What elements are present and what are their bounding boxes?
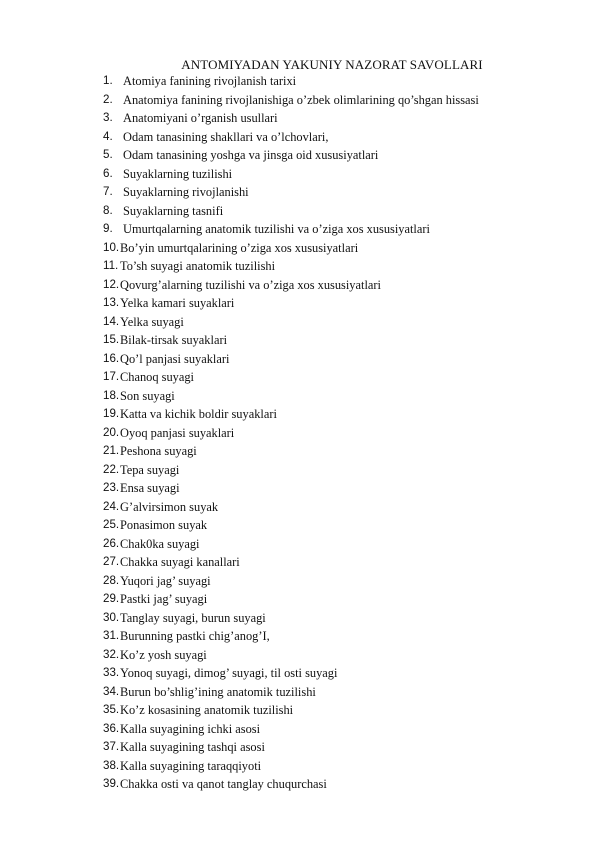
question-text: Burunning pastki chig’anog’I, [120,629,270,643]
question-number: 25. [103,518,120,531]
list-item [103,701,573,720]
list-item [103,183,573,202]
question-text: Bo’yin umurtqalarining o’ziga xos xususiyatlari [120,240,359,255]
question-number: 23. [103,481,120,494]
question-number: 1. [103,74,113,87]
question-text: Tepa suyagi [120,462,180,477]
question-number: 30. [103,610,120,624]
list-item [103,313,573,332]
list-item [103,128,573,147]
question-text: Ko’z yosh suyagi [120,647,207,662]
question-text: Ensa suyagi [120,481,180,495]
question-text: Suyaklarning tuzilishi [123,166,233,181]
question-number: 36. [103,721,120,735]
question-number: 2. [103,92,113,106]
list-item [103,387,573,406]
question-number: 32. [103,647,120,661]
list-item [103,257,573,276]
list-item [103,516,573,535]
question-text: Kalla suyagining tashqi asosi [120,740,265,754]
list-item [103,720,573,739]
question-text: Peshona suyagi [120,444,197,458]
question-text: Yuqori jag’ suyagi [120,573,211,588]
question-number: 31. [103,629,120,642]
question-text: Anatomiya fanining rivojlanishiga o’zbek olimlarining qo’shgan hissasi [123,92,479,107]
list-item [103,220,573,239]
list-item [103,775,573,794]
question-text: Oyoq panjasi suyaklari [120,425,235,440]
question-number: 37. [103,740,120,753]
question-text: Kalla suyagining ichki asosi [120,721,261,736]
question-text: Suyaklarning rivojlanishi [123,185,249,199]
question-number: 8. [103,203,113,217]
question-text: Suyaklarning tasnifi [123,203,224,218]
list-item [103,276,573,295]
question-number: 10. [103,240,120,254]
list-item [103,72,573,91]
question-text: Son suyagi [120,388,175,403]
question-text: To’sh suyagi anatomik tuzilishi [120,259,276,273]
question-number: 3. [103,111,113,124]
list-item [103,664,573,683]
list-item [103,368,573,387]
question-text: Bilak-tirsak suyaklari [120,333,228,347]
list-item [103,609,573,628]
question-text: Yelka kamari suyaklari [120,296,235,310]
question-number: 11. [103,259,119,272]
list-item [103,405,573,424]
question-number: 7. [103,185,113,198]
question-number: 34. [103,684,120,698]
question-text: Chak0ka suyagi [120,536,200,551]
question-number: 33. [103,666,120,679]
question-number: 5. [103,148,113,161]
list-item [103,294,573,313]
question-number: 22. [103,462,120,476]
question-text: Odam tanasining shakllari va o’lchovlari, [123,129,329,144]
question-text: Katta va kichik boldir suyaklari [120,407,277,421]
question-number: 26. [103,536,120,550]
list-item [103,683,573,702]
question-number: 16. [103,351,120,365]
question-number: 17. [103,370,120,383]
list-item [103,202,573,221]
question-text: Umurtqalarning anatomik tuzilishi va o’ziga xos xususiyatlari [123,222,430,236]
question-text: Tanglay suyagi, burun suyagi [120,610,266,625]
question-text: Kalla suyagining taraqqiyoti [120,758,262,773]
question-text: Ko’z kosasining anatomik tuzilishi [120,703,294,717]
list-item [103,424,573,443]
question-number: 9. [103,222,113,235]
list-item [103,757,573,776]
list-item [103,146,573,165]
list-item [103,442,573,461]
question-text: Odam tanasining yoshga va jinsga oid xususiyatlari [123,148,379,162]
question-number: 29. [103,592,120,605]
document-title: ANTOMIYADAN YAKUNIY NAZORAT SAVOLLARI [181,57,483,72]
list-item [103,738,573,757]
list-item [103,239,573,258]
list-item [103,572,573,591]
question-number: 27. [103,555,120,568]
list-item [103,553,573,572]
list-item [103,331,573,350]
question-number: 28. [103,573,120,587]
question-text: Qo’l panjasi suyaklari [120,351,230,366]
question-text: Qovurg’alarning tuzilishi va o’ziga xos xususiyatlari [120,277,381,292]
question-number: 6. [103,166,113,180]
question-text: G’alvirsimon suyak [120,499,219,514]
question-list [103,72,573,794]
list-item [103,91,573,110]
list-item [103,646,573,665]
question-text: Yelka suyagi [120,314,184,329]
question-number: 4. [103,129,113,143]
question-number: 19. [103,407,120,420]
list-item [103,590,573,609]
question-text: Chakka osti va qanot tanglay chuqurchasi [120,777,327,791]
list-item [103,350,573,369]
question-text: Atomiya fanining rivojlanish tarixi [123,74,297,88]
question-number: 21. [103,444,120,457]
question-text: Chakka suyagi kanallari [120,555,240,569]
list-item [103,109,573,128]
question-text: Chanoq suyagi [120,370,194,384]
list-item [103,461,573,480]
question-number: 18. [103,388,120,402]
question-number: 35. [103,703,120,716]
question-number: 15. [103,333,120,346]
question-number: 13. [103,296,120,309]
list-item [103,479,573,498]
list-item [103,627,573,646]
question-text: Anatomiyani o’rganish usullari [123,111,278,125]
question-number: 12. [103,277,120,291]
list-item [103,535,573,554]
question-text: Burun bo’shlig’ining anatomik tuzilishi [120,684,316,699]
question-number: 24. [103,499,120,513]
question-text: Pastki jag’ suyagi [120,592,208,606]
question-text: Yonoq suyagi, dimog’ suyagi, til osti suyagi [120,666,338,680]
question-text: Ponasimon suyak [120,518,208,532]
question-number: 20. [103,425,120,439]
question-number: 14. [103,314,120,328]
question-number: 38. [103,758,120,772]
list-item [103,498,573,517]
question-number: 39. [103,777,120,790]
list-item [103,165,573,184]
